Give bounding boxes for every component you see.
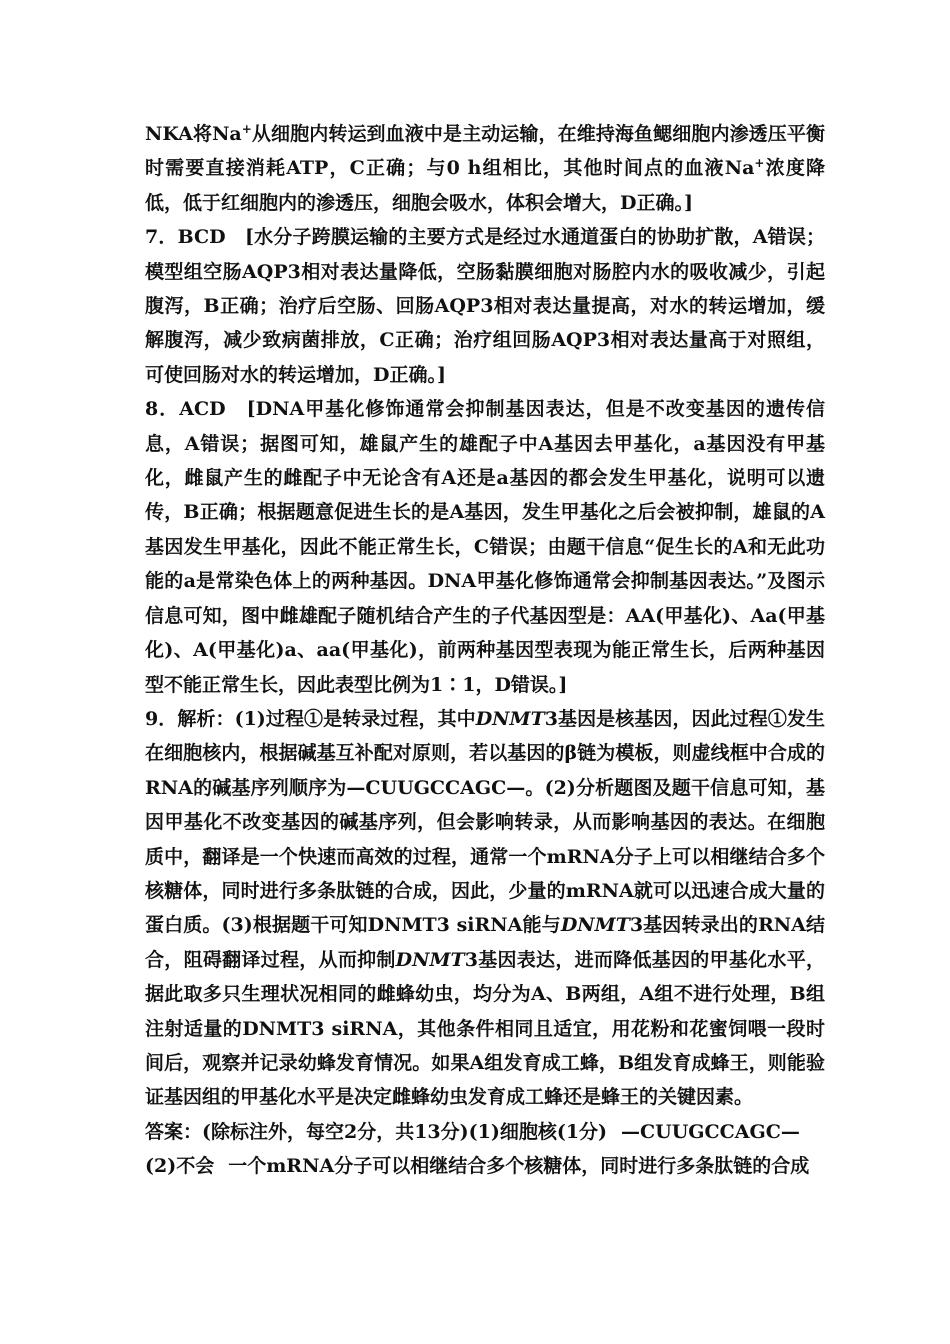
q6-text-b: 从细胞内转运到血液中是主动运输，在维持海鱼鳃细胞内渗透压平衡时需要直接消耗ATP，C正确；与0 h组相比，其他时间点的血液Na bbox=[145, 123, 825, 180]
answer-line-2 bbox=[145, 1149, 825, 1183]
superscript-plus: + bbox=[754, 156, 765, 171]
paragraph-q6-continued bbox=[145, 117, 825, 220]
q9-text-a: 9．解析：(1)过程①是转录过程，其中 bbox=[145, 707, 476, 730]
paragraph-q7 bbox=[145, 220, 825, 392]
gene-name: DNMT bbox=[395, 948, 465, 971]
answer-sequence: —CUUGCCAGC— bbox=[621, 1120, 800, 1143]
answer-line-1 bbox=[145, 1115, 825, 1149]
gene-name: DNMT bbox=[475, 707, 545, 730]
q9-text-b: 3基因是核基因，因此过程①发生在细胞核内，根据碱基互补配对原则，若以基因的β链为模板，则虚线框中合成的RNA的碱基序列顺序为—CUUGCCAGC—。(2)分析题图及题干信息可知，基因甲基化不改变基因的碱基序列，但会影响转录，从而影响基因的表达。在细胞质中，翻译是一个快速而高效的过程，通常一个mRNA分子上可以相继结合多个核糖体，同时进行多条肽链的合成，因此，少量的mRNA就可以迅速合成大量的蛋白质。(3)根据题干可知DNMT3 siRNA能与 bbox=[145, 707, 825, 937]
paragraph-q8 bbox=[145, 392, 825, 702]
q9-text-d: 3基因表达，进而降低基因的甲基化水平，据此取多只生理状况相同的雌蜂幼虫，均分为A、B两组，A组不进行处理，B组注射适量的DNMT3 siRNA，其他条件相同且适宜，用花粉和花蜜饲喂一段时间后，观察并记录幼蜂发育情况。如果A组发育成工蜂，B组发育成蜂王，则能验证基因组的甲基化水平是决定雌蜂幼虫发育成工蜂还是蜂王的关键因素。 bbox=[145, 948, 825, 1109]
q9-text-c: 3基因转录出的RNA结合，阻碍翻译过程，从而抑制 bbox=[145, 914, 825, 971]
q7-text: 7．BCD [水分子跨膜运输的主要方式是经过水通道蛋白的协助扩散，A错误；模型组空肠AQP3相对表达量降低，空肠黏膜细胞对肠腔内水的吸收减少，引起腹泻，B正确；治疗后空肠、回肠AQP3相对表达量提高，对水的转运增加，缓解腹泻，减少致病菌排放，C正确；治疗组回肠AQP3相对表达量高于对照组，可使回肠对水的转运增加，D正确。] bbox=[145, 226, 825, 386]
gene-name: DNMT bbox=[560, 914, 630, 937]
paragraph-q9 bbox=[145, 702, 825, 1115]
q6-text-c: 浓度降低，低于红细胞内的渗透压，细胞会吸水，体积会增大，D正确。] bbox=[145, 157, 825, 214]
answer-text-c: (2)不会 bbox=[145, 1155, 215, 1178]
q8-text: 8．ACD [DNA甲基化修饰通常会抑制基因表达，但是不改变基因的遗传信息，A错误；据图可知，雄鼠产生的雄配子中A基因去甲基化，a基因没有甲基化，雌鼠产生的雌配子中无论含有A还是a基因的都会发生甲基化，说明可以遗传，B正确；根据题意促进生长的是A基因，发生甲基化之后会被抑制，雄鼠的A基因发生甲基化，因此不能正常生长，C错误；由题干信息“促生长的A和无此功能的a是常染色体上的两种基因。DNA甲基化修饰通常会抑制基因表达。”及图示信息可知，图中雌雄配子随机结合产生的子代基因型是：AA(甲基化)、Aa(甲基化)、A(甲基化)a、aa(甲基化)，前两种基因型表现为能正常生长，后两种基因型不能正常生长，因此表型比例为1∶1，D错误。] bbox=[145, 398, 825, 696]
superscript-plus: + bbox=[241, 122, 252, 136]
answer-text-a: 答案：(除标注外，每空2分，共13分)(1)细胞核(1分) bbox=[145, 1120, 608, 1143]
answer-text-d: 一个mRNA分子可以相继结合多个核糖体，同时进行多条肽链的合成 bbox=[228, 1155, 810, 1178]
q6-text-a: NKA将Na bbox=[145, 123, 242, 145]
document-page bbox=[145, 117, 825, 1184]
